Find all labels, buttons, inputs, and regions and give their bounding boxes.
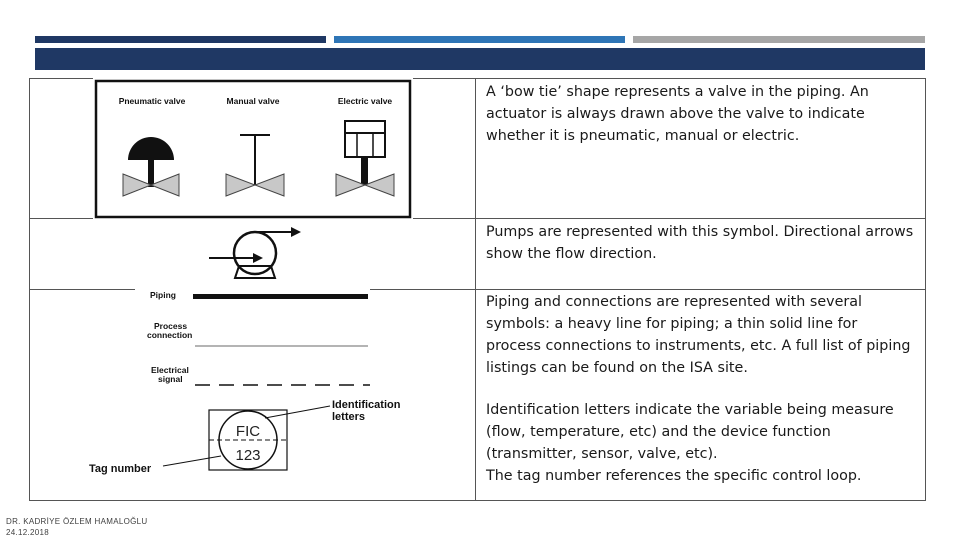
piping-label: Piping	[150, 290, 176, 300]
electrical-signal-label-2: signal	[158, 374, 183, 384]
tag-number-description-text: The tag number references the specific control loop.	[486, 468, 862, 484]
line-symbols-figure	[85, 280, 430, 480]
identification-description-text: Identification letters indicate the variable being measure (flow, temperature, etc) and the device function (transmitter, sensor, valve, etc).	[486, 402, 894, 462]
electrical-signal-label-1: Electrical	[151, 365, 189, 375]
tag-number: 123	[235, 447, 261, 464]
title-band	[35, 48, 925, 70]
identification-letters-label-1: Identification	[332, 399, 401, 411]
piping-description-text: Piping and connections are represented with several symbols: a heavy line for piping; a thin solid line for process connections to instruments, etc. A full list of piping listings can be found on the ISA site.	[486, 294, 911, 376]
tag-description	[486, 399, 916, 487]
electric-valve-label: Electric valve	[337, 96, 393, 106]
header-bar-gray	[633, 36, 925, 43]
manual-valve-label: Manual valve	[226, 96, 280, 106]
header-bar-dark	[35, 36, 326, 43]
process-connection-label-2: connection	[147, 330, 193, 340]
pump-description	[486, 221, 916, 265]
identification-letters-label-2: letters	[332, 411, 366, 423]
pneumatic-valve-label: Pneumatic valve	[118, 96, 186, 106]
valve-symbols-figure	[93, 78, 413, 220]
valve-description-text: A ‘bow tie’ shape represents a valve in the piping. An actuator is always drawn above the valve to indicate whether it is pneumatic, manual or electric.	[486, 84, 869, 144]
valve-description	[486, 81, 916, 147]
piping-line	[193, 294, 368, 299]
process-connection-label-1: Process	[154, 321, 188, 331]
header-bar-blue	[334, 36, 625, 43]
pump-symbol-icon	[205, 222, 305, 284]
footer-author: DR. KADRİYE ÖZLEM HAMALOĞLU	[6, 517, 148, 526]
pump-description-text: Pumps are represented with this symbol. Directional arrows show the flow direction.	[486, 224, 914, 262]
footer-date: 24.12.2018	[6, 528, 50, 537]
piping-description	[486, 291, 916, 379]
identification-letters: FIC	[235, 423, 261, 440]
tag-number-label: Tag number	[89, 463, 152, 475]
